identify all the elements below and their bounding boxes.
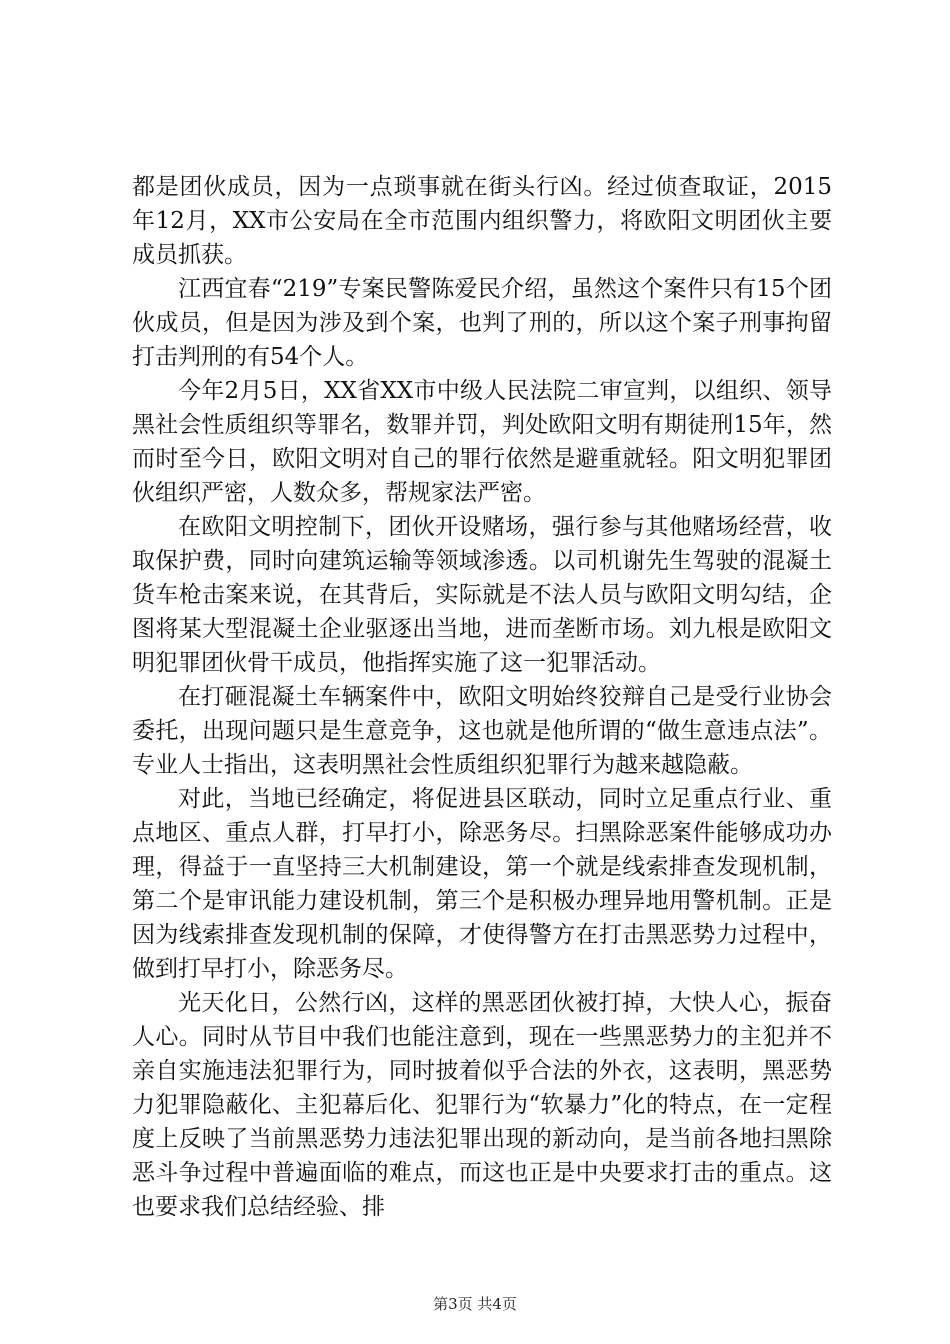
body-text: [132, 170, 832, 1224]
paragraph-4: 在欧阳文明控制下，团伙开设赌场，强行参与其他赌场经营，收取保护费，同时向建筑运输等领域渗透。以司机谢先生驾驶的混凝土货车枪击案来说，在其背后，实际就是不法人员与欧阳文明勾结，企图将某大型混凝土企业驱逐出当地，进而垄断市场。刘九根是欧阳文明犯罪团伙骨干成员，他指挥实施了这一犯罪活动。: [132, 514, 832, 676]
paragraph-2: 江西宜春“219”专案民警陈爱民介绍，虽然这个案件只有15个团伙成员，但是因为涉及到个案，也判了刑的，所以这个案子刑事拘留打击判刑的有54个人。: [132, 276, 832, 370]
paragraph-3: 今年2月5日，XX省XX市中级人民法院二审宣判，以组织、领导黑社会性质组织等罪名，数罪并罚，判处欧阳文明有期徒刑15年，然而时至今日，欧阳文明对自己的罪行依然是避重就轻。阳文明犯罪团伙组织严密，人数众多，帮规家法严密。: [132, 378, 832, 506]
paragraph-6: 对此，当地已经确定，将促进县区联动，同时立足重点行业、重点地区、重点人群，打早打小，除恶务尽。扫黑除恶案件能够成功办理，得益于一直坚持三大机制建设，第一个就是线索排查发现机制，第二个是审讯能力建设机制，第三个是积极办理异地用警机制。正是因为线索排查发现机制的保障，才使得警方在打击黑恶势力过程中，做到打早打小，除恶务尽。: [132, 786, 832, 982]
paragraph-5: 在打砸混凝土车辆案件中，欧阳文明始终狡辩自己是受行业协会委托，出现问题只是生意竞争，这也就是他所谓的“做生意违点法”。专业人士指出，这表明黑社会性质组织犯罪行为越来越隐蔽。: [132, 684, 832, 778]
paragraph-7: 光天化日，公然行凶，这样的黑恶团伙被打掉，大快人心，振奋人心。同时从节目中我们也能注意到，现在一些黑恶势力的主犯并不亲自实施违法犯罪行为，同时披着似乎合法的外衣，这表明，黑恶势力犯罪隐蔽化、主犯幕后化、犯罪行为“软暴力”化的特点，在一定程度上反映了当前黑恶势力违法犯罪出现的新动向，是当前各地扫黑除恶斗争过程中普遍面临的难点，而这也正是中央要求打击的重点。这也要求我们总结经验、排: [132, 990, 832, 1220]
page-footer: 第3页 共4页: [433, 1295, 517, 1313]
paragraph-1: 都是团伙成员，因为一点琐事就在街头行凶。经过侦查取证，2015年12月，XX市公安局在全市范围内组织警力，将欧阳文明团伙主要成员抓获。: [132, 174, 832, 268]
